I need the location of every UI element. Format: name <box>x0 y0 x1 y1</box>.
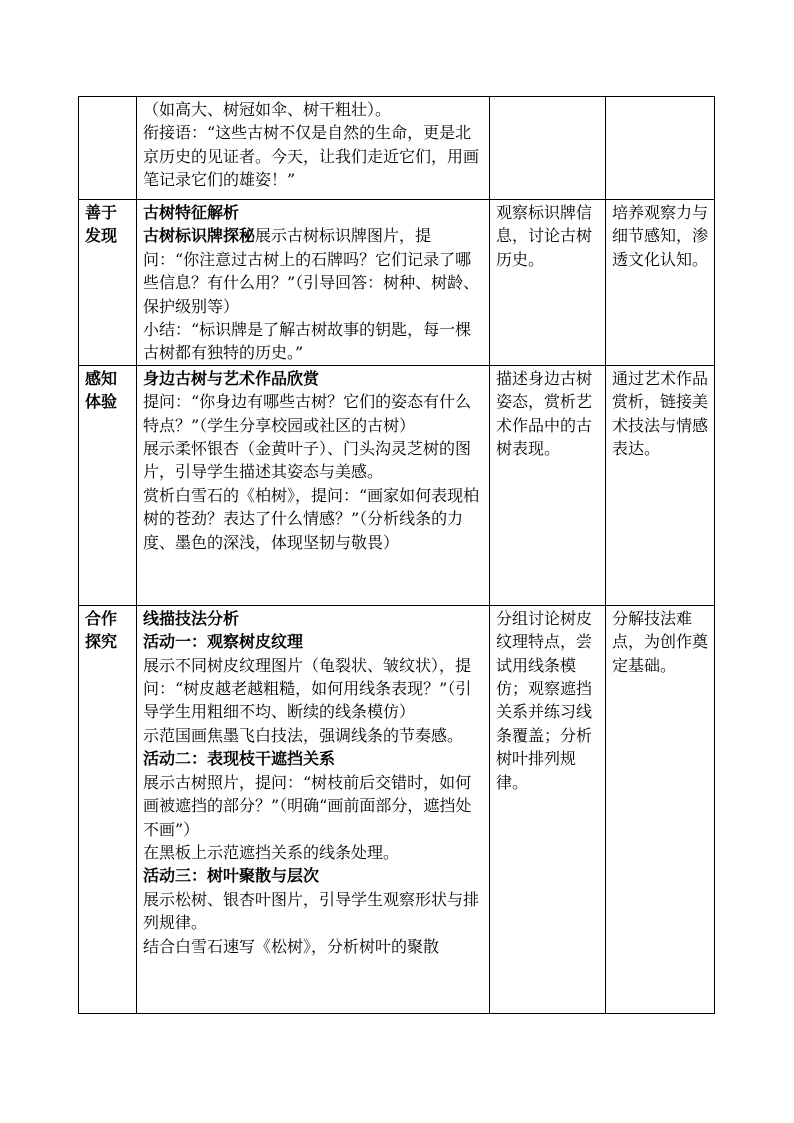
design-intent-cell: 通过艺术作品赏析，链接美术技法与情感表达。 <box>606 365 715 605</box>
stage-label-line: 探究 <box>85 632 118 652</box>
content-line: 展示不同树皮纹理图片（龟裂状、皱纹状），提问：“树皮越老越粗糙，如何用线条表现？”（引导学生用粗细不均、断续的线条模仿） <box>143 655 472 722</box>
stage-cell <box>79 200 137 366</box>
stage-cell <box>79 365 137 605</box>
content-line: 展示古树照片，提问：“树枝前后交错时，如何画被遮挡的部分？”（明确“画前面部分，遮挡处不画”） <box>143 772 472 839</box>
design-intent-cell <box>606 97 715 200</box>
activity-title: 活动二：表现枝干遮挡关系 <box>143 749 336 769</box>
stage-label-line: 体验 <box>85 392 118 412</box>
content-line: 提问：“你身边有哪些古树？它们的姿态有什么特点？”（学生分享校园或社区的古树） <box>143 392 472 435</box>
lesson-plan-table <box>78 96 715 1014</box>
content-line: 在黑板上示范遮挡关系的线条处理。 <box>143 842 400 862</box>
table-row <box>79 97 715 200</box>
content-line: 结合白雪石速写《松树》，分析树叶的聚散 <box>143 936 440 956</box>
content-cell <box>137 365 490 605</box>
activity-title: 活动三：树叶聚散与层次 <box>143 866 320 886</box>
student-activity-cell: 分组讨论树皮纹理特点，尝试用线条模仿；观察遮挡关系并练习线条覆盖；分析树叶排列规律。 <box>490 605 606 1013</box>
section-heading: 古树特征解析 <box>143 203 240 222</box>
table-row <box>79 365 715 605</box>
stage-label-line: 善于 <box>85 203 118 222</box>
stage-label-line: 感知 <box>85 368 118 388</box>
design-intent-cell: 培养观察力与细节感知，渗透文化认知。 <box>606 200 715 366</box>
design-intent-cell: 分解技法难点，为创作奠定基础。 <box>606 605 715 1013</box>
table-row <box>79 605 715 1013</box>
content-cell <box>137 605 490 1013</box>
table-row <box>79 200 715 366</box>
content-line: 衔接语：“这些古树不仅是自然的生命，更是北京历史的见证者。今天，让我们走近它们，用画笔记录它们的雄姿！” <box>143 123 480 190</box>
stage-label-line: 合作 <box>85 608 118 628</box>
content-line: 展示柔怀银杏（金黄叶子）、门头沟灵芝树的图片，引导学生描述其姿态与美感。 <box>143 439 472 482</box>
student-activity-cell <box>490 97 606 200</box>
summary-text: 小结：“标识牌是了解古树故事的钥匙，每一棵古树都有独特的历史。” <box>143 320 472 363</box>
student-activity-cell: 描述身边古树姿态，赏析艺术作品中的古树表现。 <box>490 365 606 605</box>
stage-cell <box>79 605 137 1013</box>
content-cell <box>137 200 490 366</box>
subsection-label: 古树标识牌探秘 <box>143 226 256 246</box>
stage-cell <box>79 97 137 200</box>
section-heading: 线描技法分析 <box>143 608 240 628</box>
student-activity-cell: 观察标识牌信息，讨论古树历史。 <box>490 200 606 366</box>
stage-label-line: 发现 <box>85 226 118 246</box>
content-cell <box>137 97 490 200</box>
activity-title: 活动一：观察树皮纹理 <box>143 632 304 652</box>
content-line: 赏析白雪石的《柏树》，提问：“画家如何表现柏树的苍劲？表达了什么情感？”（分析线条的力度、墨色的深浅，体现坚韧与敬畏） <box>143 485 480 552</box>
content-line: 示范国画焦墨飞白技法，强调线条的节奏感。 <box>143 725 464 745</box>
content-line: （如高大、树冠如伞、树干粗壮）。 <box>143 100 392 119</box>
content-line: 展示松树、银杏叶图片，引导学生观察形状与排列规律。 <box>143 889 480 933</box>
content-text: 展示古树标识牌图片，提问：“你注意过古树上的石牌吗？它们记录了哪些信息？有什么用？”（引导回答：树种、树龄、保护级别等） <box>143 226 480 316</box>
section-heading: 身边古树与艺术作品欣赏 <box>143 368 320 388</box>
